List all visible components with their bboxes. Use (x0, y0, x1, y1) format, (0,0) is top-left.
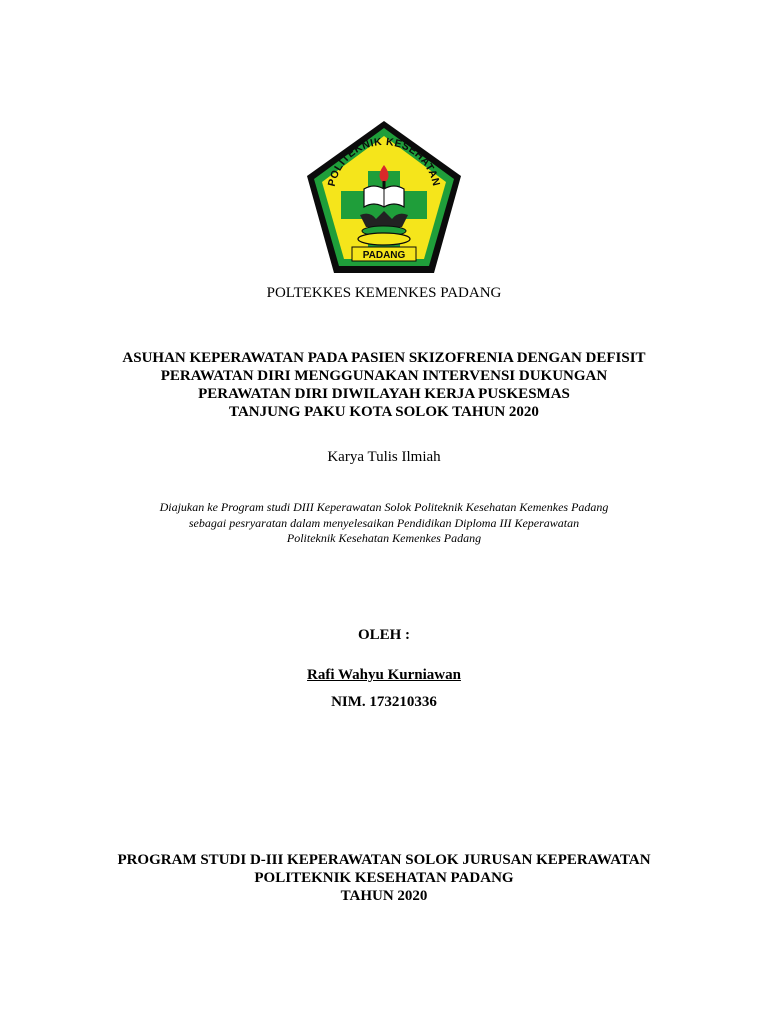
footer-line: TAHUN 2020 (340, 888, 428, 904)
footer-line: PROGRAM STUDI D-III KEPERAWATAN SOLOK JURUSAN KEPERAWATAN (117, 852, 651, 868)
thesis-title (0, 349, 768, 421)
logo-banner-text: PADANG (362, 250, 406, 261)
author-name-block (0, 666, 768, 684)
submission-line: sebagai pesryaratan dalam menyelesaikan Pendidikan Diploma III Keperawatan (188, 515, 580, 530)
submission-statement (0, 500, 768, 547)
by-label: OLEH : (357, 627, 411, 643)
document-type: Karya Tulis Ilmiah (327, 449, 441, 465)
logo-base-bottom (358, 233, 410, 245)
title-line: TANJUNG PAKU KOTA SOLOK TAHUN 2020 (229, 404, 539, 420)
title-line: ASUHAN KEPERAWATAN PADA PASIEN SKIZOFRENIA DENGAN DEFISIT (122, 350, 646, 366)
logo-ring-text: POLITEKNIK KESEHATAN (325, 135, 443, 188)
title-line: PERAWATAN DIRI MENGGUNAKAN INTERVENSI DUKUNGAN (160, 368, 608, 384)
author-name: Rafi Wahyu Kurniawan (307, 667, 461, 683)
title-line: PERAWATAN DIRI DIWILAYAH KERJA PUSKESMAS (198, 386, 570, 402)
footer-line: POLITEKNIK KESEHATAN PADANG (254, 870, 514, 886)
submission-line: Diajukan ke Program studi DIII Keperawatan Solok Politeknik Kesehatan Kemenkes Padang (159, 500, 609, 514)
submission-line: Politeknik Kesehatan Kemenkes Padang (286, 531, 482, 545)
institution-name: POLTEKKES KEMENKES PADANG (266, 285, 502, 301)
student-id: NIM. 173210336 (331, 694, 437, 710)
footer-affiliation (0, 851, 768, 905)
institution-logo (304, 119, 464, 275)
